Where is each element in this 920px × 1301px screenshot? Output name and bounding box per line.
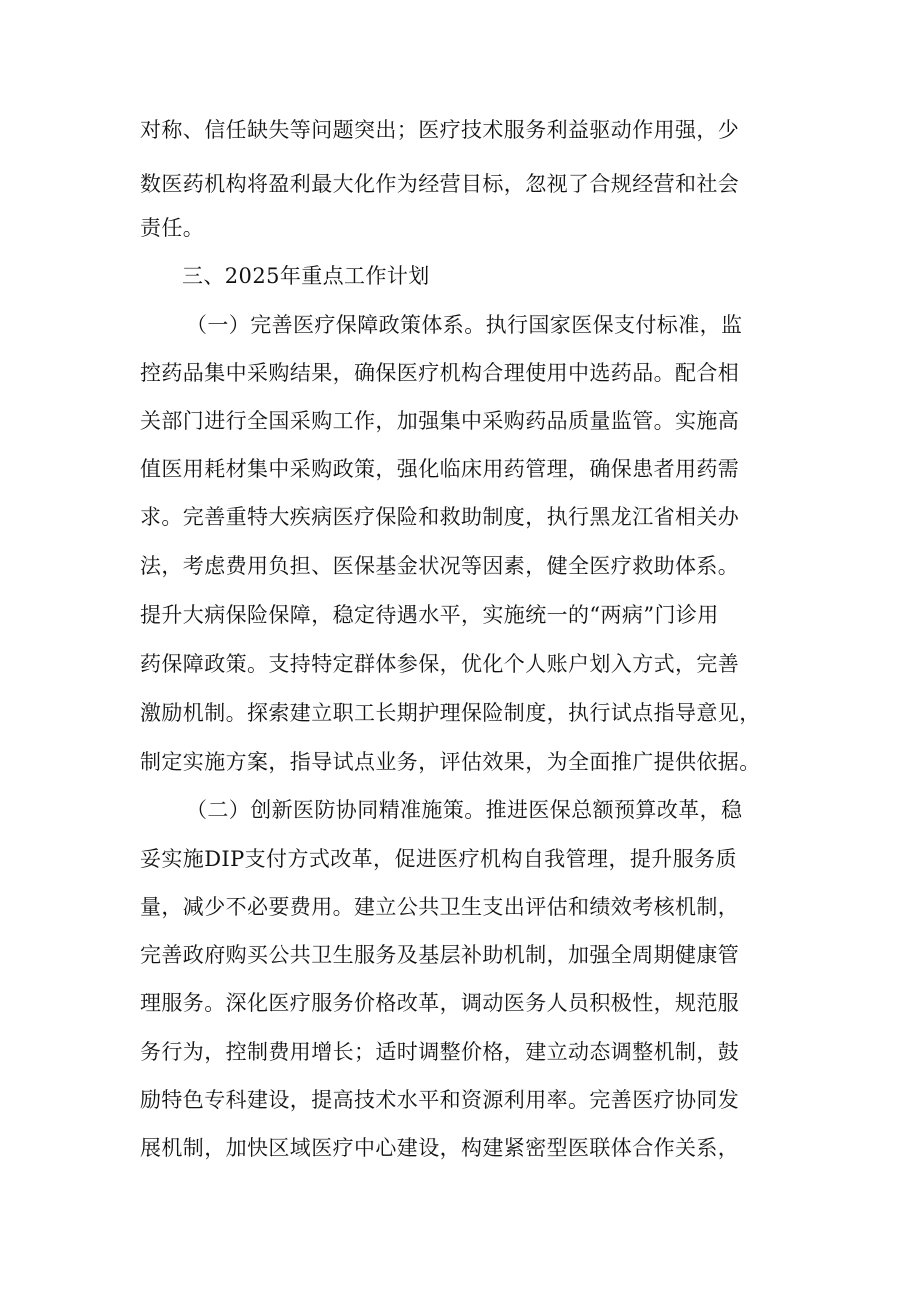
text-line: 控药品集中采购结果，确保医疗机构合理使用中选药品。配合相 [140,361,740,385]
text-line: 求。完善重特大疾病医疗保险和救助制度，执行黑龙江省相关办 [140,505,740,529]
text-line: 制定实施方案，指导试点业务，评估效果，为全面推广提供依据。 [140,750,761,774]
text-line: 法，考虑费用负担、医保基金状况等因素，健全医疗救助体系。 [140,554,740,578]
text-line: 对称、信任缺失等问题突出；医疗技术服务利益驱动作用强，少 [140,118,740,142]
text-line: 关部门进行全国采购工作，加强集中采购药品质量监管。实施高 [140,409,740,433]
text-line: 数医药机构将盈利最大化作为经营目标，忽视了合规经营和社会 [140,172,740,196]
text-line: 妥实施DIP支付方式改革，促进医疗机构自我管理，提升服务质 [140,847,737,871]
text-line: 责任。 [140,216,205,240]
text-line: 理服务。深化医疗服务价格改革，调动医务人员积极性，规范服 [140,991,740,1015]
text-line: 值医用耗材集中采购政策，强化临床用药管理，确保患者用药需 [140,457,740,481]
text-line: 展机制，加快区域医疗中心建设，构建紧密型医联体合作关系， [140,1136,740,1160]
text-line: 药保障政策。支持特定群体参保，优化个人账户划入方式，完善 [140,652,740,676]
paragraph-first-line: （二）创新医防协同精准施策。推进医保总额预算改革，稳 [186,798,743,822]
text-line: 激励机制。探索建立职工长期护理保险制度，执行试点指导意见， [140,701,761,725]
text-line: 务行为，控制费用增长；适时调整价格，建立动态调整机制，鼓 [140,1040,740,1064]
text-line: 提升大病保险保障，稳定待遇水平，实施统一的“两病”门诊用 [140,603,719,627]
paragraph-first-line: （一）完善医疗保障政策体系。执行国家医保支付标准，监 [186,313,743,337]
text-line: 励特色专科建设，提高技术水平和资源利用率。完善医疗协同发 [140,1088,740,1112]
section-heading: 三、2025年重点工作计划 [182,264,430,288]
text-line: 完善政府购买公共卫生服务及基层补助机制，加强全周期健康管 [140,943,740,967]
text-line: 量，减少不必要费用。建立公共卫生支出评估和绩效考核机制， [140,895,740,919]
